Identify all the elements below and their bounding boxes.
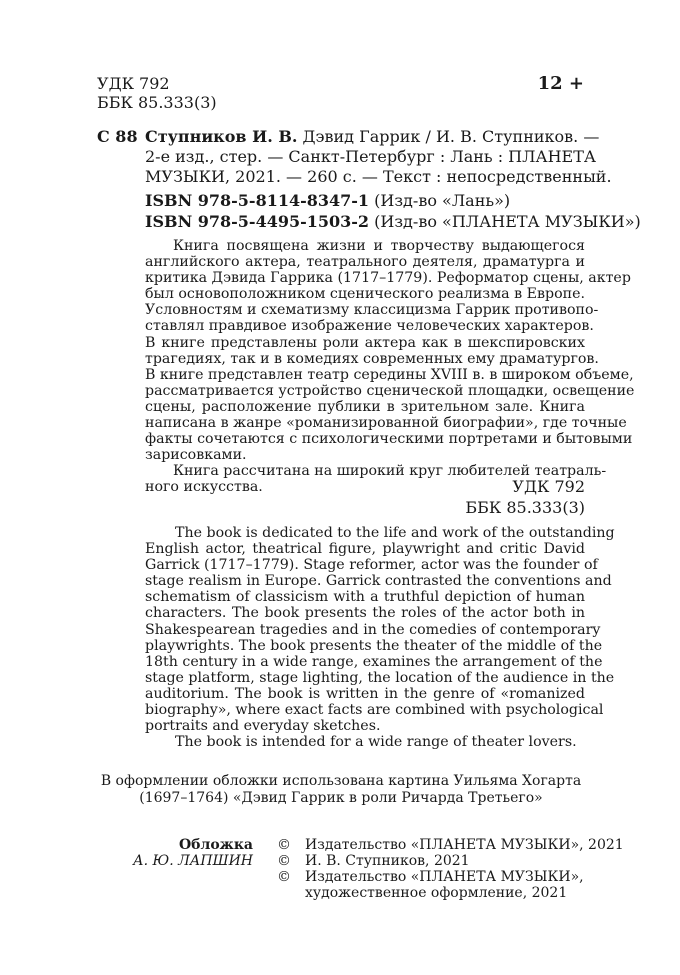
abstract-line: Книга посвящена жизни и творчеству выдающегося (173, 238, 585, 254)
footer-classification (465, 476, 585, 518)
header-classification (97, 74, 217, 112)
cover-note-line: (1697–1764) «Дэвид Гаррик в роли Ричарда Третьего» (139, 790, 543, 806)
abstract-line: зарисовками. (145, 447, 247, 464)
abstract-line: был основоположником сценического реализма в Европе. (145, 286, 585, 303)
biblio-line: Ступников И. В. Дэвид Гаррик / И. В. Ступников. — (145, 127, 600, 146)
udk-code: УДК 792 (512, 477, 585, 496)
cover-designer-name: А. Ю. ЛАПШИН (133, 853, 253, 869)
abstract-line: English actor, theatrical figure, playwright and critic David (145, 541, 585, 558)
abstract-russian (145, 238, 635, 496)
abstract-line: сцены, расположение публики в зрительном зале. Книга (145, 398, 585, 415)
abstract-line: portraits and everyday sketches. (145, 718, 381, 735)
abstract-line: The book is dedicated to the life and work of the outstanding (175, 525, 615, 541)
abstract-line: рассматривается устройство сценической площадки, освещение (145, 382, 635, 399)
abstract-line: написана в жанре «романизированной биографии», где точные (145, 415, 627, 432)
biblio-line: 2-е изд., стер. — Санкт-Петербург : Лань : ПЛАНЕТА (145, 147, 597, 166)
catalog-code: С 88 (97, 127, 138, 146)
abstract-english (145, 525, 615, 751)
copyright-icon: © (277, 837, 291, 853)
abstract-line: Shakespearean tragedies and in the comedies of contemporary (145, 621, 601, 638)
abstract-line: stage platform, stage lighting, the location of the audience in the (145, 669, 615, 686)
abstract-line: stage realism in Europe. Garrick contrasted the conventions and (145, 573, 612, 590)
abstract-line: В книге представлены роли актера как в шекспировских (145, 334, 585, 351)
abstract-line: ставлял правдивое изображение человеческих характеров. (145, 318, 594, 335)
isbn-item: ISBN 978-5-8114-8347-1 (Изд-во «Лань») (145, 191, 511, 210)
bbk-code: ББК 85.333(3) (97, 93, 217, 112)
author-name: Ступников И. В. (145, 127, 298, 146)
abstract-line: В книге представлен театр середины XVIII в. в широком объеме, (145, 366, 634, 383)
biblio-line: МУЗЫКИ, 2021. — 260 с. — Текст : непосредственный. (145, 167, 612, 186)
cover-note-line: В оформлении обложки использована картина Уильяма Хогарта (100, 773, 582, 789)
abstract-line: schematism of classicism with a truthful depiction of human (145, 589, 585, 606)
isbn-item: ISBN 978-5-4495-1503-2 (Изд-во «ПЛАНЕТА МУЗЫКИ») (145, 212, 641, 231)
abstract-line: characters. The book presents the roles of the actor both in (145, 605, 585, 622)
abstract-line: The book is intended for a wide range of theater lovers. (175, 734, 577, 751)
bibliographic-record (145, 127, 612, 187)
cover-illustration-note (97, 773, 585, 807)
cover-credit (133, 837, 253, 869)
abstract-line: Garrick (1717–1779). Stage reformer, actor was the founder of (145, 557, 598, 574)
copyright-line: © И. В. Ступников, 2021 (277, 853, 470, 869)
udk-code: УДК 792 (97, 74, 170, 93)
copyright-icon: © (277, 869, 291, 885)
cover-credit-label: Обложка (178, 837, 253, 853)
copyright-icon: © (277, 853, 291, 869)
abstract-line: критика Дэвида Гаррика (1717–1779). Реформатор сцены, актер (145, 270, 631, 287)
abstract-line: факты сочетаются с психологическими портретами и бытовыми (145, 431, 633, 448)
abstract-line: playwrights. The book presents the theater of the middle of the (145, 637, 603, 654)
abstract-line: 18th century in a wide range, examines the arrangement of the (145, 653, 603, 670)
abstract-line: auditorium. The book is written in the genre of «romanized (145, 685, 585, 702)
abstract-line: английского актера, театрального деятеля, драматурга и (145, 254, 585, 271)
abstract-line: ного искусства. (145, 479, 263, 496)
isbn-list (145, 190, 641, 232)
bbk-code: ББК 85.333(3) (465, 498, 585, 517)
copyright-line-continuation: художественное оформление, 2021 (305, 885, 568, 901)
age-rating: 12 + (537, 73, 584, 94)
abstract-line: biography», where exact facts are combined with psychological (145, 702, 604, 719)
copyright-block (277, 837, 624, 901)
copyright-line: © Издательство «ПЛАНЕТА МУЗЫКИ», (277, 869, 584, 885)
abstract-line: Условностям и схематизму классицизма Гаррик противопо- (145, 302, 599, 319)
copyright-line: © Издательство «ПЛАНЕТА МУЗЫКИ», 2021 (277, 837, 624, 853)
abstract-line: Книга рассчитана на широкий круг любителей театраль- (173, 463, 607, 480)
abstract-line: трагедиях, так и в комедиях современных ему драматургов. (145, 350, 599, 367)
